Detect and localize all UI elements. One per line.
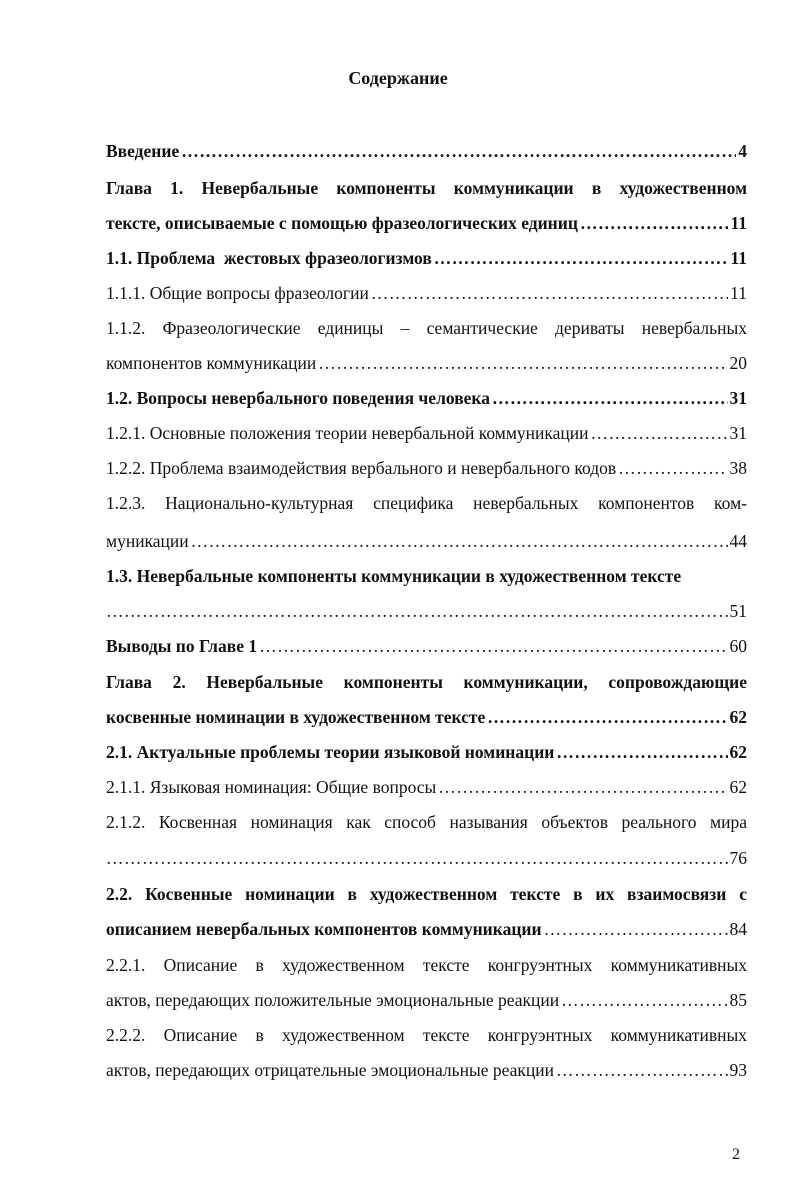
toc-entry-conclusions-1 bbox=[106, 635, 747, 657]
toc-leader bbox=[438, 776, 727, 798]
toc-entry-1-3 bbox=[106, 600, 747, 622]
toc-entry-1-1 bbox=[106, 247, 747, 269]
toc-page: 11 bbox=[730, 213, 747, 233]
toc-entry-text: 2.1.1. Языковая номинация: Общие вопросы bbox=[106, 777, 437, 797]
toc-entry-chapter1-line1: Глава 1. Невербальные компоненты коммуникации в художественном bbox=[106, 178, 747, 198]
toc-entry-1-1-1 bbox=[106, 282, 747, 304]
toc-leader bbox=[544, 918, 728, 940]
toc-page: 44 bbox=[729, 531, 747, 551]
toc-entry-2-2-2-line1: 2.2.2. Описание в художественном тексте конгруэнтных коммуникативных bbox=[106, 1025, 747, 1045]
toc-leader bbox=[492, 387, 728, 409]
toc-leader bbox=[318, 352, 727, 374]
toc-entry-text: Введение bbox=[106, 141, 180, 161]
toc-entry-1-2 bbox=[106, 387, 747, 409]
toc-leader bbox=[371, 282, 728, 304]
toc-page: 11 bbox=[730, 248, 747, 268]
toc-entry-text: 1.2.1. Основные положения теории невербальной коммуникации bbox=[106, 423, 589, 443]
page-number: 2 bbox=[732, 1146, 740, 1163]
toc-page: 31 bbox=[729, 388, 747, 408]
toc-page: 38 bbox=[729, 458, 747, 478]
toc-page: 62 bbox=[729, 777, 747, 797]
toc-entry-1-2-3 bbox=[106, 530, 747, 552]
toc-entry-text: 1.2. Вопросы невербального поведения человека bbox=[106, 388, 490, 408]
toc-entry-1-2-1 bbox=[106, 422, 747, 444]
page-title: Содержание bbox=[348, 68, 448, 88]
toc-entry-chapter2-line1: Глава 2. Невербальные компоненты коммуникации, сопровождающие bbox=[106, 672, 747, 692]
toc-entry-text: актов, передающих положительные эмоциональные реакции bbox=[106, 990, 560, 1010]
toc-page: 62 bbox=[729, 742, 747, 762]
toc-entry-text: 1.2.2. Проблема взаимодействия вербального и невербального кодов bbox=[106, 458, 617, 478]
toc-entry-1-2-2 bbox=[106, 457, 747, 479]
toc-page: 31 bbox=[729, 423, 747, 443]
toc-page: 93 bbox=[729, 1060, 747, 1080]
toc-entry-text: муникации bbox=[106, 531, 189, 551]
toc-entry-2-2-line1: 2.2. Косвенные номинации в художественном тексте в их взаимосвязи с bbox=[106, 884, 747, 904]
toc-entry-text: косвенные номинации в художественном тексте bbox=[106, 707, 486, 727]
toc-entry-text: описанием невербальных компонентов коммуникации bbox=[106, 919, 542, 939]
toc-entry-2-2-2 bbox=[106, 1059, 747, 1081]
toc-leader bbox=[106, 847, 730, 869]
toc-page: 84 bbox=[729, 919, 747, 939]
toc-leader bbox=[591, 422, 728, 444]
toc-page: 51 bbox=[729, 601, 747, 621]
toc-entry-2-1-1 bbox=[106, 776, 747, 798]
toc-leader bbox=[580, 212, 729, 234]
toc-page: 20 bbox=[729, 353, 747, 373]
toc-leader bbox=[259, 635, 727, 657]
toc-entry-text: 1.1. Проблема жестовых фразеологизмов bbox=[106, 248, 432, 268]
toc-entry-2-2 bbox=[106, 918, 747, 940]
toc-page: 4 bbox=[738, 141, 747, 161]
toc-entry-chapter1 bbox=[106, 212, 747, 234]
toc-entry-text: 2.1. Актуальные проблемы теории языковой номинации bbox=[106, 742, 555, 762]
toc-entry-text: Выводы по Главе 1 bbox=[106, 636, 258, 656]
toc-entry-2-2-1 bbox=[106, 989, 747, 1011]
toc-entry-chapter2 bbox=[106, 706, 747, 728]
toc-entry-1-1-2-line1: 1.1.2. Фразеологические единицы – семантические дериваты невербальных bbox=[106, 318, 747, 338]
toc-leader bbox=[618, 457, 727, 479]
toc-entry-text: 1.1.1. Общие вопросы фразеологии bbox=[106, 283, 369, 303]
toc-entry-1-2-3-line1: 1.2.3. Национально-культурная специфика невербальных компонентов ком- bbox=[106, 493, 747, 513]
toc-entry-2-1 bbox=[106, 741, 747, 763]
toc-entry-2-2-1-line1: 2.2.1. Описание в художественном тексте конгруэнтных коммуникативных bbox=[106, 955, 747, 975]
toc-entry-intro bbox=[106, 140, 747, 162]
toc-leader bbox=[106, 600, 730, 622]
toc-entry-1-3-line1: 1.3. Невербальные компоненты коммуникации в художественном тексте bbox=[106, 566, 682, 586]
toc-leader bbox=[487, 706, 727, 728]
toc-leader bbox=[561, 989, 727, 1011]
toc-page: 11 bbox=[730, 283, 747, 303]
toc-entry-2-1-2 bbox=[106, 847, 747, 869]
toc-leader bbox=[556, 741, 727, 763]
toc-page: 76 bbox=[729, 848, 747, 868]
toc-page: 60 bbox=[729, 636, 747, 656]
toc-page: 62 bbox=[729, 707, 747, 727]
toc-entry-1-1-2 bbox=[106, 352, 747, 374]
toc-leader bbox=[191, 530, 728, 552]
toc-entry-text: компонентов коммуникации bbox=[106, 353, 317, 373]
toc-entry-2-1-2-line1: 2.1.2. Косвенная номинация как способ называния объектов реального мира bbox=[106, 812, 747, 832]
toc-entry-text: актов, передающих отрицательные эмоциональные реакции bbox=[106, 1060, 554, 1080]
toc-entry-text: тексте, описываемые с помощью фразеологических единиц bbox=[106, 213, 578, 233]
toc-leader bbox=[556, 1059, 728, 1081]
toc-page: 85 bbox=[729, 990, 747, 1010]
toc-leader bbox=[434, 247, 729, 269]
toc-leader bbox=[181, 140, 736, 162]
